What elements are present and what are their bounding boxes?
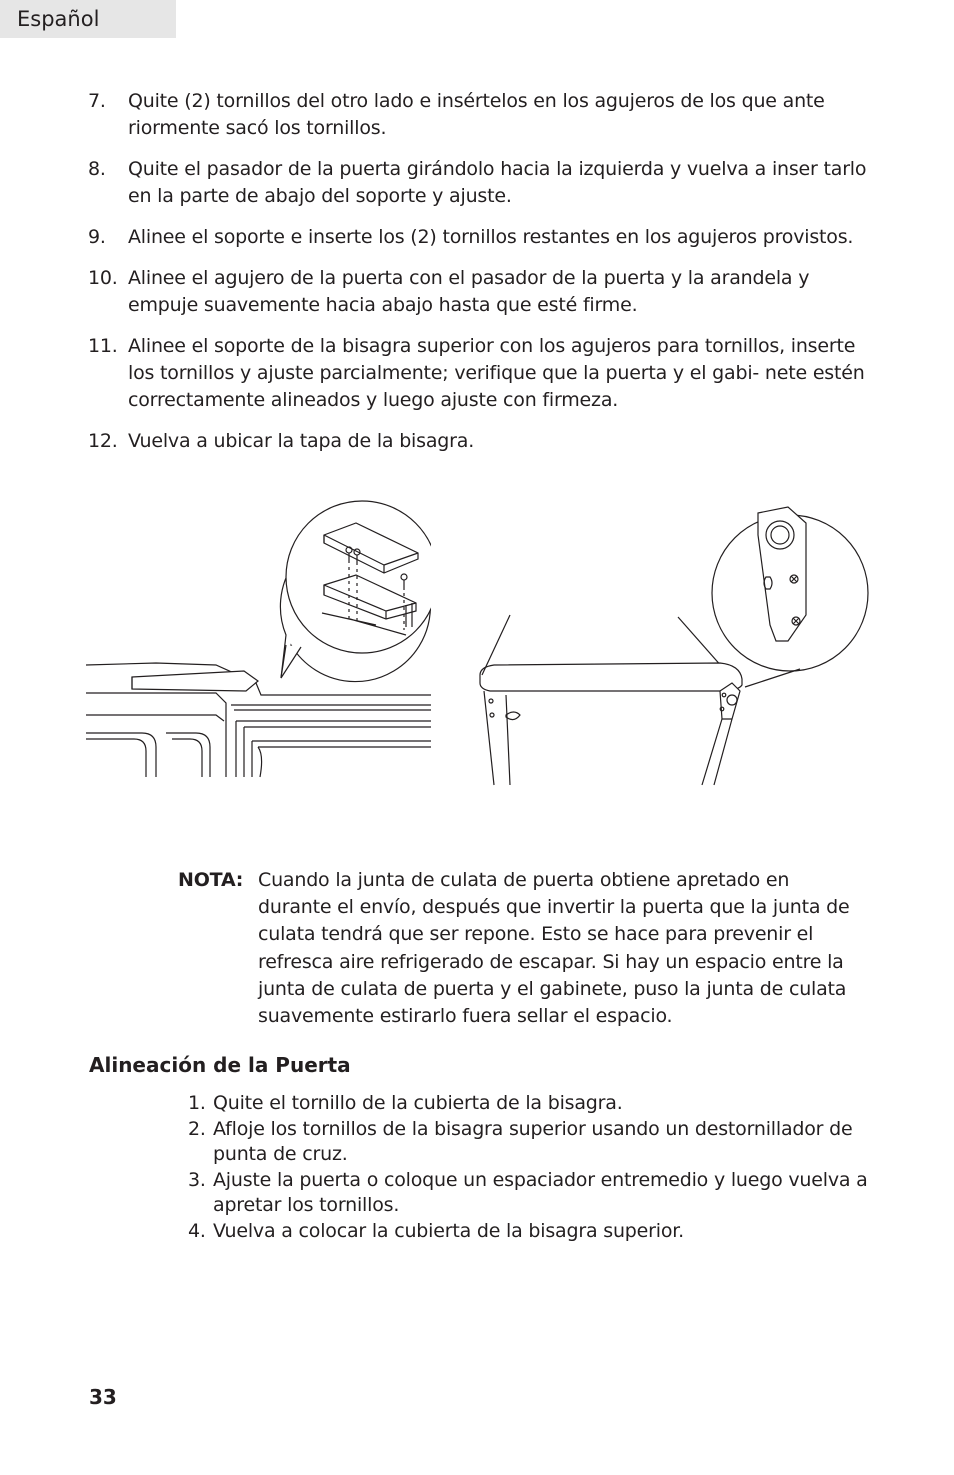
alignment-step-1 xyxy=(188,1091,878,1117)
note-block xyxy=(178,867,868,1030)
step-number: 9. xyxy=(88,226,106,248)
language-tab: Español xyxy=(0,0,176,38)
alignment-step-3 xyxy=(188,1168,878,1219)
step-number: 10. xyxy=(88,267,118,289)
step-text: Alinee el soporte e inserte los (2) tornillos restantes en los agujeros provistos. xyxy=(128,226,854,248)
step-number: 12. xyxy=(88,430,118,452)
step-9 xyxy=(88,224,878,251)
step-7 xyxy=(88,88,878,142)
step-number: 1. xyxy=(188,1092,206,1114)
step-number: 11. xyxy=(88,335,118,357)
step-number: 3. xyxy=(188,1168,206,1191)
step-number: 7. xyxy=(88,90,106,112)
step-text: Quite el pasador de la puerta girándolo hacia la izquierda y vuelva a inser tarlo en la parte de abajo del soporte y ajuste. xyxy=(128,158,867,207)
step-number: 8. xyxy=(88,158,106,180)
step-number: 4. xyxy=(188,1219,206,1242)
alignment-step-4 xyxy=(188,1219,878,1245)
step-text: Quite (2) tornillos del otro lado e insértelos en los agujeros de los que ante riormente sacó los tornillos. xyxy=(128,90,825,139)
step-12 xyxy=(88,428,878,455)
hinge-illustration-right xyxy=(470,495,872,790)
alignment-step-2 xyxy=(188,1117,878,1168)
door-icon xyxy=(480,663,742,691)
step-text: Vuelva a colocar la cubierta de la bisagra superior. xyxy=(213,1219,684,1242)
step-8 xyxy=(88,156,878,210)
note-text: Cuando la junta de culata de puerta obtiene apretado en durante el envío, después que invertir la puerta que la junta de culata tendrá que ser repone. Esto se hace para prevenir el refresca aire refrigerado de escapar. Si hay un espacio entre la junta de culata de puerta y el gabinete, puso la junta de culata suavemente estirarlo fuera sellar el espacio. xyxy=(258,869,850,1028)
step-10 xyxy=(88,265,878,319)
step-text: Afloje los tornillos de la bisagra superior usando un destornillador de punta de cruz. xyxy=(213,1117,853,1166)
hinge-illustration-left xyxy=(86,495,431,785)
section-title: Alineación de la Puerta xyxy=(89,1053,351,1077)
instruction-steps xyxy=(88,88,878,469)
step-text: Quite el tornillo de la cubierta de la bisagra. xyxy=(213,1092,623,1114)
step-text: Vuelva a ubicar la tapa de la bisagra. xyxy=(128,430,475,452)
page-number: 33 xyxy=(89,1385,117,1409)
alignment-steps xyxy=(188,1091,878,1245)
step-11 xyxy=(88,333,878,414)
step-text: Alinee el agujero de la puerta con el pasador de la puerta y la arandela y empuje suavemente hacia abajo hasta que esté firme. xyxy=(128,267,810,316)
step-text: Alinee el soporte de la bisagra superior con los agujeros para tornillos, inserte los tornillos y ajuste parcialmente; verifique que la puerta y el gabi- nete estén correctamente alineados y luego ajuste con firmeza. xyxy=(128,335,865,411)
note-label: NOTA: xyxy=(178,869,244,891)
step-text: Ajuste la puerta o coloque un espaciador entremedio y luego vuelva a apretar los tornillos. xyxy=(213,1168,868,1217)
step-number: 2. xyxy=(188,1117,206,1140)
